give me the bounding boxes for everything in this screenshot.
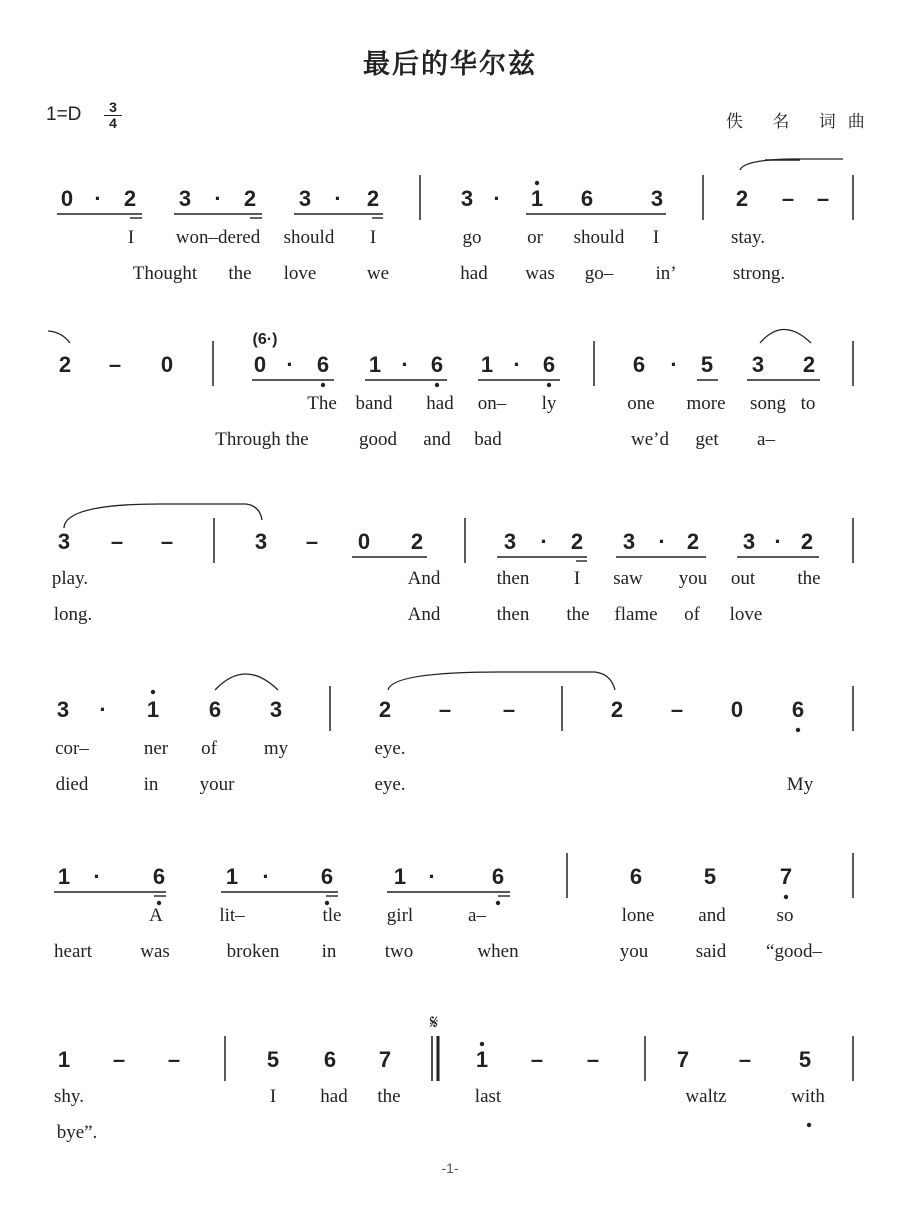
lyric-word: shy.	[54, 1086, 84, 1107]
lyric-word: was	[140, 941, 170, 962]
jianpu-note: –	[670, 697, 684, 722]
jianpu-note: 3	[751, 352, 765, 377]
jianpu-note: 5	[266, 1047, 280, 1072]
jianpu-note: 1	[475, 1047, 489, 1072]
lyric-word: two	[384, 941, 414, 962]
jianpu-note: 1	[57, 1047, 71, 1072]
jianpu-note: –	[108, 352, 122, 377]
lyric-word: And	[407, 568, 441, 589]
jianpu-note: 2	[686, 529, 700, 554]
jianpu-note: 7	[378, 1047, 392, 1072]
lyric-word: out	[730, 568, 756, 589]
octave-dot	[496, 901, 500, 905]
jianpu-note: 1	[368, 352, 382, 377]
jianpu-note: –	[438, 697, 452, 722]
lyric-word: strong.	[732, 263, 786, 284]
lyric-word: to	[800, 393, 816, 414]
jianpu-note: 2	[243, 186, 257, 211]
slur-tie	[64, 504, 262, 528]
jianpu-note: 5	[798, 1047, 812, 1072]
lyric-word: and	[423, 429, 451, 450]
lyric-word: A	[149, 905, 163, 926]
lyric-word: good	[359, 429, 397, 450]
jianpu-note: –	[112, 1047, 126, 1072]
lyric-word: said	[695, 941, 727, 962]
lyric-word: had	[426, 393, 454, 414]
lyric-word: “good–	[766, 941, 822, 962]
jianpu-note: –	[110, 529, 124, 554]
lyric-word: one	[627, 393, 655, 414]
jianpu-note: 6	[542, 352, 556, 377]
lyric-word: should	[283, 227, 335, 248]
lyric-word: you	[678, 568, 708, 589]
lyric-word: tle	[322, 905, 342, 926]
octave-dot	[321, 383, 325, 387]
lyric-word: song	[750, 393, 786, 414]
lyric-word: had	[320, 1086, 348, 1107]
lyric-word: the	[797, 568, 821, 589]
jianpu-note: ·	[262, 864, 270, 889]
lyric-word: play.	[51, 568, 89, 589]
lyric-word: a–	[757, 429, 775, 450]
jianpu-note: ·	[540, 529, 548, 554]
lyric-word: lit–	[219, 905, 245, 926]
lyric-word: last	[474, 1086, 502, 1107]
lyric-word: with	[791, 1086, 825, 1107]
lyric-word: eye.	[374, 774, 406, 795]
lyric-word: then	[496, 604, 530, 625]
jianpu-note: 5	[703, 864, 717, 889]
jianpu-note: 7	[779, 864, 793, 889]
lyric-word: bad	[474, 429, 502, 450]
jianpu-note: 2	[802, 352, 816, 377]
lyric-word: I	[369, 227, 377, 248]
lyric-word: ner	[143, 738, 169, 759]
lyric-word: of	[201, 738, 217, 759]
lyric-word: and	[698, 905, 726, 926]
octave-dot	[547, 383, 551, 387]
jianpu-note: 3	[503, 529, 517, 554]
lyric-word: was	[525, 263, 555, 284]
jianpu-note: ·	[658, 529, 666, 554]
jianpu-note: 3	[254, 529, 268, 554]
time-signature-top: 3	[109, 99, 117, 115]
lyric-word: cor–	[55, 738, 89, 759]
lyric-word: stay.	[730, 227, 766, 248]
jianpu-note: 6	[430, 352, 444, 377]
lyric-word: I	[652, 227, 660, 248]
jianpu-note: 6	[580, 186, 594, 211]
jianpu-note: 6	[632, 352, 646, 377]
lyric-word: go	[462, 227, 482, 248]
jianpu-note: ·	[670, 352, 678, 377]
repeat-hint: (6·)	[252, 331, 278, 348]
jianpu-note: 3	[460, 186, 474, 211]
lyric-word: lone	[621, 905, 655, 926]
lyric-word: Through the	[215, 429, 309, 450]
lyric-word: get	[695, 429, 719, 450]
jianpu-note: 6	[320, 864, 334, 889]
lyric-word: a–	[468, 905, 486, 926]
lyric-word: so	[776, 905, 794, 926]
lyric-word: your	[199, 774, 235, 795]
lyric-word: you	[619, 941, 649, 962]
jianpu-note: ·	[94, 186, 102, 211]
jianpu-note: 3	[298, 186, 312, 211]
lyric-word: of	[684, 604, 700, 625]
lyric-word: girl	[386, 905, 414, 926]
lyric-word: The	[307, 393, 337, 414]
jianpu-note: 1	[480, 352, 494, 377]
octave-dot	[480, 1042, 484, 1046]
jianpu-note: ·	[214, 186, 222, 211]
lyric-word: we	[366, 263, 390, 284]
jianpu-note: 5	[700, 352, 714, 377]
jianpu-note: –	[816, 186, 830, 211]
lyric-word: in’	[655, 263, 677, 284]
jianpu-note: 0	[730, 697, 744, 722]
jianpu-note: 6	[323, 1047, 337, 1072]
segno-sign: 𝄋	[429, 1010, 439, 1034]
jianpu-note: ·	[286, 352, 294, 377]
lyric-word: more	[686, 393, 726, 414]
jianpu-note: –	[738, 1047, 752, 1072]
jianpu-note: –	[160, 529, 174, 554]
time-signature-bottom: 4	[104, 115, 122, 131]
lyric-word: long.	[53, 604, 93, 625]
slur-tie	[215, 674, 278, 690]
lyric-word: eye.	[374, 738, 406, 759]
slur-tie	[760, 330, 811, 344]
key-signature: 1=D	[46, 104, 82, 125]
jianpu-note: 7	[676, 1047, 690, 1072]
lyric-word: ly	[541, 393, 557, 414]
jianpu-note: 1	[225, 864, 239, 889]
lyric-word: My	[786, 774, 814, 795]
lyric-word: or	[527, 227, 543, 248]
lyric-word: in	[321, 941, 337, 962]
lyric-word: I	[127, 227, 135, 248]
jianpu-note: 0	[253, 352, 267, 377]
jianpu-note: –	[530, 1047, 544, 1072]
jianpu-note: 2	[735, 186, 749, 211]
jianpu-note: 1	[57, 864, 71, 889]
jianpu-note: 2	[123, 186, 137, 211]
lyric-word: won–dered	[175, 227, 261, 248]
jianpu-note: 3	[742, 529, 756, 554]
jianpu-note: 6	[208, 697, 222, 722]
lyric-word: died	[55, 774, 89, 795]
lyric-word: then	[496, 568, 530, 589]
song-title: 最后的华尔兹	[363, 49, 537, 80]
lyric-word: the	[377, 1086, 401, 1107]
jianpu-note: 2	[410, 529, 424, 554]
jianpu-note: –	[167, 1047, 181, 1072]
lyric-word: the	[566, 604, 590, 625]
author-credit: 佚 名 词曲	[726, 112, 877, 132]
lyric-word: love	[283, 263, 317, 284]
lyric-word: should	[573, 227, 625, 248]
lyric-word: And	[407, 604, 441, 625]
lyric-word: I	[573, 568, 581, 589]
jianpu-note: 6	[152, 864, 166, 889]
jianpu-note: 6	[791, 697, 805, 722]
slur-tie	[48, 331, 70, 343]
octave-dot	[435, 383, 439, 387]
lyric-word: bye”.	[56, 1122, 98, 1143]
jianpu-note: 3	[269, 697, 283, 722]
octave-dot	[151, 690, 155, 694]
jianpu-note: 3	[178, 186, 192, 211]
jianpu-note: 2	[800, 529, 814, 554]
jianpu-note: 1	[530, 186, 544, 211]
jianpu-note: 2	[610, 697, 624, 722]
jianpu-note: ·	[493, 186, 501, 211]
jianpu-note: 0	[60, 186, 74, 211]
octave-dot	[807, 1123, 811, 1127]
lyric-word: saw	[613, 568, 643, 589]
jianpu-note: ·	[93, 864, 101, 889]
lyric-word: go–	[584, 263, 614, 284]
jianpu-note: –	[305, 529, 319, 554]
jianpu-note: –	[502, 697, 516, 722]
jianpu-note: –	[586, 1047, 600, 1072]
lyric-word: I	[269, 1086, 277, 1107]
jianpu-note: 1	[393, 864, 407, 889]
jianpu-note: ·	[513, 352, 521, 377]
jianpu-note: 3	[57, 529, 71, 554]
jianpu-note: ·	[401, 352, 409, 377]
jianpu-note: 2	[570, 529, 584, 554]
octave-dot	[784, 895, 788, 899]
jianpu-note: 0	[357, 529, 371, 554]
lyric-word: love	[729, 604, 763, 625]
lyric-word: broken	[226, 941, 280, 962]
octave-dot	[796, 728, 800, 732]
lyric-word: waltz	[685, 1086, 727, 1107]
jianpu-note: 6	[491, 864, 505, 889]
lyric-word: had	[460, 263, 488, 284]
jianpu-note: 2	[366, 186, 380, 211]
lyric-word: Thought	[132, 263, 198, 284]
jianpu-note: 6	[629, 864, 643, 889]
lyric-word: when	[477, 941, 519, 962]
jianpu-note: ·	[428, 864, 436, 889]
jianpu-note: 3	[650, 186, 664, 211]
slur-tie	[388, 672, 615, 690]
lyric-word: flame	[614, 604, 658, 625]
lyric-word: my	[263, 738, 289, 759]
jianpu-note: 2	[58, 352, 72, 377]
lyric-word: band	[355, 393, 393, 414]
jianpu-note: ·	[334, 186, 342, 211]
jianpu-note: 3	[622, 529, 636, 554]
jianpu-note: 0	[160, 352, 174, 377]
lyric-word: we’d	[631, 429, 669, 450]
lyric-word: in	[143, 774, 159, 795]
lyric-word: on–	[477, 393, 507, 414]
jianpu-note: 2	[378, 697, 392, 722]
lyric-word: the	[228, 263, 252, 284]
jianpu-note: ·	[774, 529, 782, 554]
lyric-word: heart	[54, 941, 92, 962]
jianpu-note: 1	[146, 697, 160, 722]
jianpu-note: ·	[99, 697, 107, 722]
jianpu-note: 3	[56, 697, 70, 722]
page-number: -1-	[441, 1160, 459, 1176]
jianpu-note: 6	[316, 352, 330, 377]
octave-dot	[535, 181, 539, 185]
jianpu-note: –	[781, 186, 795, 211]
